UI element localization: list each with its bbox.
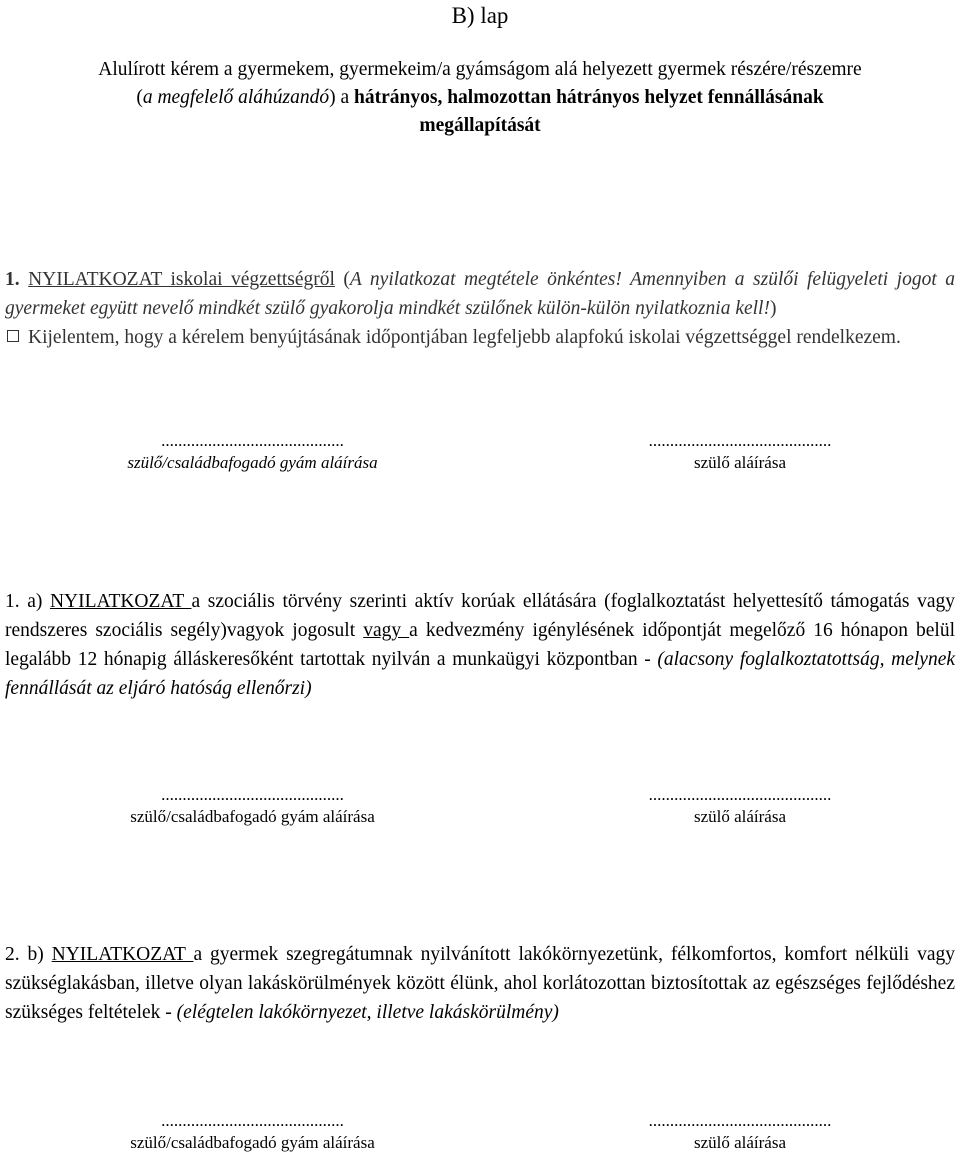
signature-line: ........................................... <box>648 785 832 804</box>
section-2b-signature-right <box>595 1110 885 1154</box>
signature-line: ........................................... <box>161 1111 344 1130</box>
section-2b-prefix: 2. b) <box>5 944 52 965</box>
section-1-note: A nyilatkozat megtétele önkéntes! Amennyiben a szülői felügyeleti jogot a gyermeket együtt nevelő mindkét szülő gyakorolja mindkét szülőnek külön-külön nyilatkoznia kell! <box>5 269 955 319</box>
section-2b-paragraph <box>5 940 955 1027</box>
section-1a-note: (alacsony foglalkoztatottság, melynek fennállását az eljáró hatóság ellenőrzi) <box>5 649 955 699</box>
section-1a-text-1: a szociális törvény szerinti aktív korúak ellátására (foglalkoztatást helyettesítő támogatás vagy rendszeres szociális segély)vagyok jogosult <box>5 591 955 641</box>
section-1-signature-right <box>595 430 885 474</box>
section-1-statement <box>5 265 955 352</box>
section-1-heading-paragraph <box>5 265 955 323</box>
section-1a-underlined-vagy: vagy <box>363 620 410 641</box>
intro-mid: ) a <box>329 87 355 108</box>
signature-line: ........................................... <box>648 1111 832 1130</box>
intro-bold-end: megállapítását <box>419 115 541 136</box>
intro-bold-text: hátrányos, halmozottan hátrányos helyzet fennállásának <box>354 87 824 108</box>
intro-note: a megfelelő aláhúzandó <box>142 87 330 108</box>
section-1-statement-text: Kijelentem, hogy a kérelem benyújtásának időpontjában legfeljebb alapfokú iskolai végzettséggel rendelkezem. <box>28 327 901 348</box>
signature-line: ........................................... <box>648 431 832 450</box>
section-1a-text-2: a kedvezmény igénylésének időpontját megelőző 16 hónapon belül legalább 12 hónapig álláskeresőként tartottak nyilván a munkaügyi központban - <box>5 620 956 670</box>
section-2b-text: a gyermek szegregátumnak nyilvánított lakókörnyezetünk, félkomfortos, komfort nélküli vagy szükséglakásban, illetve olyan lakáskörülmények között élünk, ahol korlátozottan biztosítottak az egészséges fejlődéshez szükséges feltételek - <box>5 944 956 1023</box>
section-1-paren-close: ) <box>769 298 777 319</box>
signature-line: ........................................... <box>161 431 344 450</box>
section-1-checkbox-paragraph <box>5 323 955 352</box>
intro-line-1: Alulírott kérem a gyermekem, gyermekeim/a gyámságom alá helyezett gyermek részére/részemre <box>98 59 862 80</box>
section-1-signature-left <box>100 430 405 474</box>
section-2b-note: (elégtelen lakókörnyezet, illetve lakáskörülmény) <box>176 1002 559 1023</box>
intro-line-2 <box>5 84 955 112</box>
section-2b-heading: NYILATKOZAT <box>51 944 194 965</box>
intro-line-3 <box>5 112 955 140</box>
section-1-paren-open: ( <box>334 269 350 290</box>
section-1a-prefix: 1. a) <box>5 591 50 612</box>
section-1a-statement <box>5 587 955 703</box>
signature-label: szülő/családbafogadó gyám aláírása <box>130 807 375 826</box>
section-2b-statement <box>5 940 955 1027</box>
section-2b-signature-left <box>100 1110 405 1154</box>
signature-label: szülő aláírása <box>693 1133 787 1152</box>
section-1a-signature-left <box>100 784 405 828</box>
intro-paren-open: ( <box>136 87 143 108</box>
signature-label: szülő/családbafogadó gyám aláírása <box>127 453 378 472</box>
section-1a-paragraph <box>5 587 955 703</box>
section-1-number: 1. <box>5 269 20 290</box>
section-1-heading: NYILATKOZAT iskolai végzettségről <box>28 269 335 290</box>
page-title: B) lap <box>451 3 509 28</box>
section-1a-signature-right <box>595 784 885 828</box>
signature-label: szülő aláírása <box>693 453 787 472</box>
signature-label: szülő aláírása <box>693 807 787 826</box>
section-1a-heading: NYILATKOZAT <box>49 591 192 612</box>
statement-checkbox[interactable] <box>7 330 19 342</box>
signature-line: ........................................... <box>161 785 344 804</box>
signature-label: szülő/családbafogadó gyám aláírása <box>130 1133 375 1152</box>
intro-paragraph <box>5 56 955 140</box>
